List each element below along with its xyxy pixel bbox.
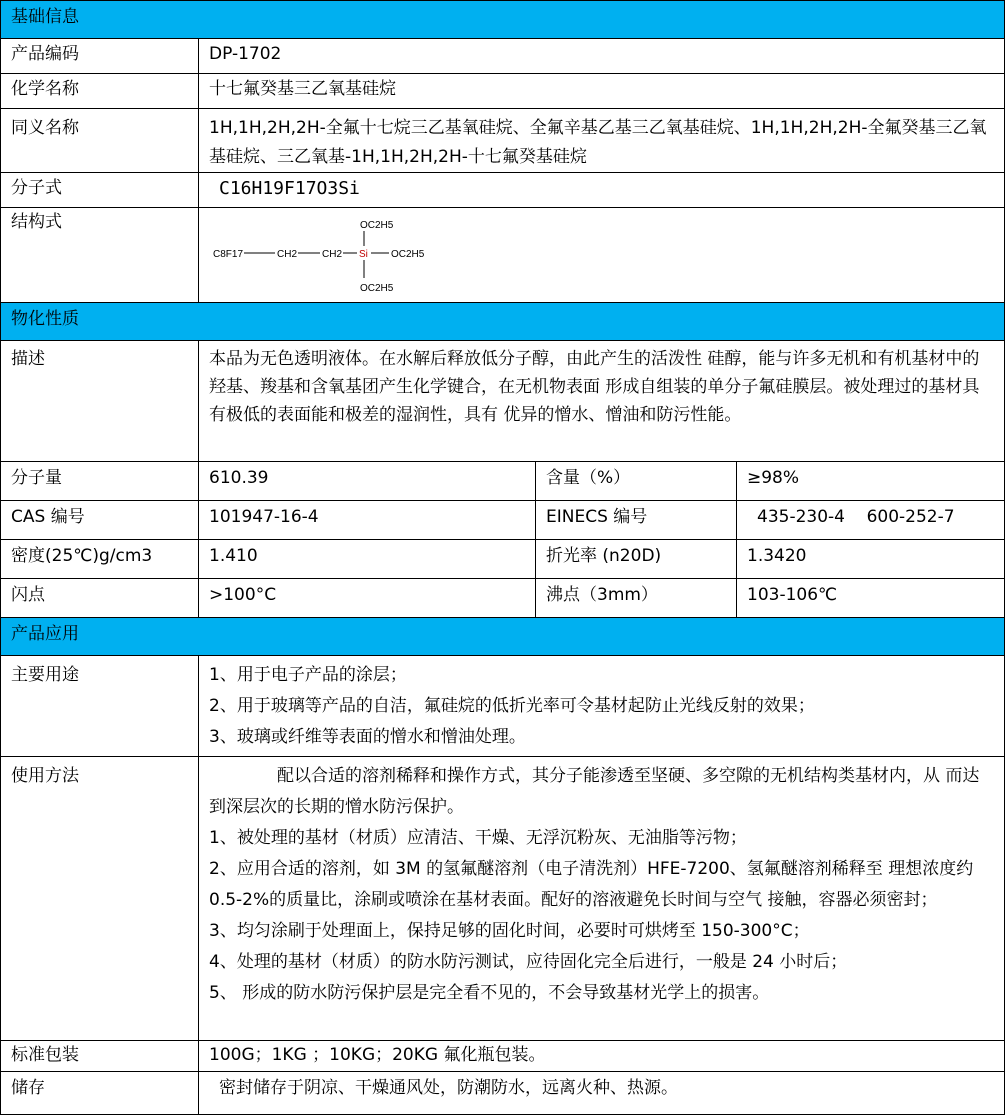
section-header-basic: 基础信息 — [1, 1, 1005, 39]
einecs-label: EINECS 编号 — [536, 501, 737, 540]
einecs-value: 435-230-4 600-252-7 — [737, 501, 1005, 540]
list-item: 4、处理的基材（材质）的防水防污测试，应待固化完全后进行，一般是 24 小时后； — [209, 952, 848, 972]
cas-value: 101947-16-4 — [199, 501, 536, 540]
oc2h5-bottom: OC2H5 — [360, 283, 394, 294]
flash-label: 闪点 — [1, 579, 199, 618]
si-atom: Si — [359, 249, 368, 260]
list-item: 1、用于电子产品的涂层； — [209, 665, 407, 685]
structure-diagram — [199, 208, 499, 300]
list-item: 3、均匀涂刷于处理面上，保持足够的固化时间，必要时可烘烤至 150-300°C； — [209, 921, 810, 941]
desc-label: 描述 — [1, 341, 199, 462]
formula-value: C16H19F17O3Si — [199, 173, 1005, 208]
formula-label: 分子式 — [1, 173, 199, 208]
synonym-value: 1H,1H,2H,2H-全氟十七烷三乙基氧硅烷、全氟辛基乙基三乙氧基硅烷、1H,1H,2H,2H-全氟癸基三乙氧基硅烷、三乙氧基-1H,1H,2H,2H-十七氟癸基硅烷 — [199, 109, 1005, 173]
content-value: ≥98% — [737, 462, 1005, 501]
ch2-b: CH2 — [322, 249, 343, 260]
oc2h5-right: OC2H5 — [391, 249, 425, 260]
chem-name-label: 化学名称 — [1, 74, 199, 109]
packing-value: 100G；1KG ；10KG；20KG 氟化瓶包装。 — [199, 1041, 1005, 1072]
refractive-label: 折光率 (n20D) — [536, 540, 737, 579]
list-item: 5、 形成的防水防污保护层是完全看不见的，不会导致基材光学上的损害。 — [209, 983, 770, 1003]
structure-label: 结构式 — [1, 208, 199, 303]
cas-label: CAS 编号 — [1, 501, 199, 540]
c8f17-group: C8F17 — [213, 249, 244, 260]
density-label: 密度(25℃)g/cm3 — [1, 540, 199, 579]
uses-list — [199, 656, 1005, 757]
synonym-label: 同义名称 — [1, 109, 199, 173]
list-item: 1、被处理的基材（材质）应清洁、干燥、无浮沉粉灰、无油脂等污物； — [209, 828, 747, 848]
density-value: 1.410 — [199, 540, 536, 579]
refractive-value: 1.3420 — [737, 540, 1005, 579]
flash-value: >100°C — [199, 579, 536, 618]
desc-value: 本品为无色透明液体。在水解后释放低分子醇，由此产生的活泼性 硅醇，能与许多无机和有机基材中的羟基、羧基和含氧基团产生化学键合，在无机物表面 形成自组装的单分子氟硅膜层。被处理过的基材具有极低的表面能和极差的湿润性，具有 优异的憎水、憎油和防污性能。 — [199, 341, 1005, 462]
content-label: 含量（%） — [536, 462, 737, 501]
mw-label: 分子量 — [1, 462, 199, 501]
oc2h5-top: OC2H5 — [360, 220, 394, 231]
mw-value: 610.39 — [199, 462, 536, 501]
boiling-value: 103-106℃ — [737, 579, 1005, 618]
storage-label: 储存 — [1, 1072, 199, 1115]
packing-label: 标准包装 — [1, 1041, 199, 1072]
code-value: DP-1702 — [199, 39, 1005, 74]
ch2-a: CH2 — [277, 249, 298, 260]
method-label: 使用方法 — [1, 757, 199, 1041]
list-item: 3、玻璃或纤维等表面的憎水和憎油处理。 — [209, 727, 526, 747]
storage-value: 密封储存于阴凉、干燥通风处，防潮防水，远离火种、热源。 — [199, 1072, 1005, 1115]
method-content — [199, 757, 1005, 1041]
section-header-physchem: 物化性质 — [1, 303, 1005, 341]
method-intro: 配以合适的溶剂稀释和操作方式，其分子能渗透至坚硬、多空隙的无机结构类基材内，从 而达到深层次的长期的憎水防污保护。 — [209, 766, 980, 817]
structure-formula — [199, 208, 1005, 303]
list-item: 2、应用合适的溶剂，如 3M 的氢氟醚溶剂（电子清洗剂）HFE-7200、氢氟醚溶剂稀释至 理想浓度约 0.5-2%的质量比，涂刷或喷涂在基材表面。配好的溶液避免长时间与空气 接触，容器必须密封； — [209, 859, 974, 910]
code-label: 产品编码 — [1, 39, 199, 74]
uses-label: 主要用途 — [1, 656, 199, 757]
section-header-application: 产品应用 — [1, 618, 1005, 656]
list-item: 2、用于玻璃等产品的自洁，氟硅烷的低折光率可令基材起防止光线反射的效果； — [209, 696, 815, 716]
boiling-label: 沸点（3mm） — [536, 579, 737, 618]
chem-name-value: 十七氟癸基三乙氧基硅烷 — [199, 74, 1005, 109]
